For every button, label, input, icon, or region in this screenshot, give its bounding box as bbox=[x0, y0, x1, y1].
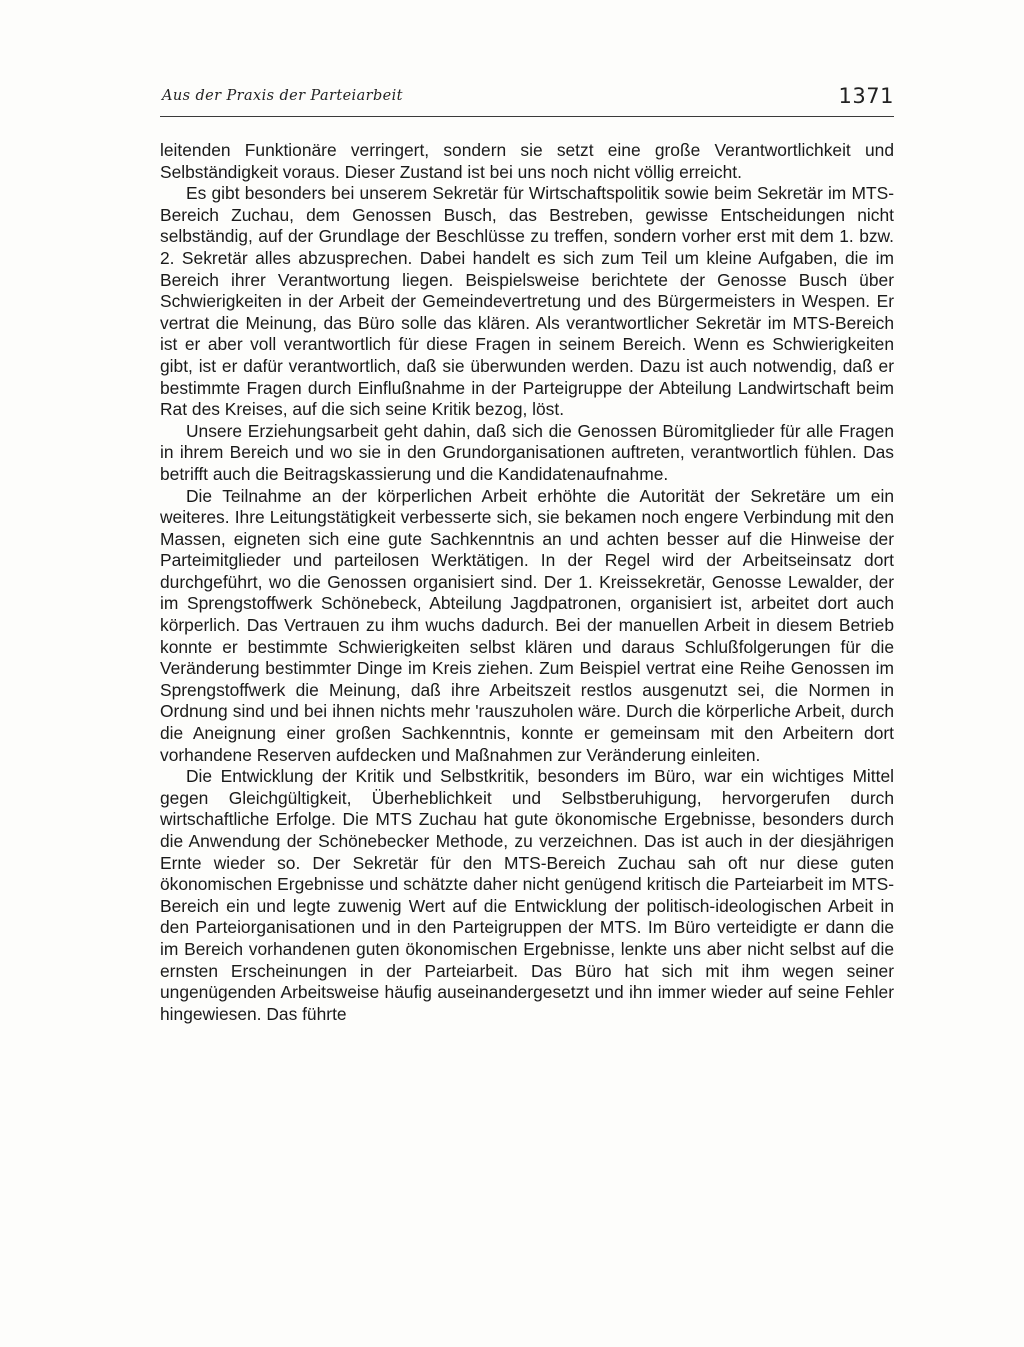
paragraph: Es gibt besonders bei unserem Sekretär für Wirtschaftspolitik sowie beim Sekretär im MTS-Bereich Zuchau, dem Genossen Busch, das Bestreben, gewisse Entscheidungen nicht selbständig, auf der Grundlage der Beschlüsse zu treffen, sondern vorher erst mit dem 1. bzw. 2. Sekretär alles abzusprechen. Dabei handelt es sich zum Teil um kleine Aufgaben, die im Bereich ihrer Verantwortung liegen. Beispielsweise berichtete der Genosse Busch über Schwierigkeiten in der Arbeit der Gemeindevertretung und des Bürgermeisters in Wespen. Er vertrat die Meinung, das Büro solle das klären. Als verantwortlicher Sekretär im MTS-Bereich ist er aber voll verantwortlich für diese Fragen in seinem Bereich. Wenn es Schwierigkeiten gibt, ist er dafür verantwortlich, daß sie überwunden werden. Dazu ist auch notwendig, daß er bestimmte Fragen durch Einflußnahme in der Parteigruppe der Abteilung Landwirtschaft beim Rat des Kreises, auf die sich seine Kritik bezog, löst. bbox=[160, 183, 894, 420]
body-text bbox=[160, 140, 894, 1025]
page-header bbox=[160, 84, 894, 114]
paragraph: Die Entwicklung der Kritik und Selbstkritik, besonders im Büro, war ein wichtiges Mittel gegen Gleichgültigkeit, Überheblichkeit und Selbstberuhigung, hervorgerufen durch wirtschaftliche Erfolge. Die MTS Zuchau hat gute ökonomische Ergebnisse, besonders durch die Anwendung der Schönebecker Methode, zu verzeichnen. Das ist auch in der diesjährigen Ernte wieder so. Der Sekretär für den MTS-Bereich Zuchau sah oft nur diese guten ökonomischen Ergebnisse und schätzte daher nicht genügend kritisch die Parteiarbeit im MTS-Bereich ein und legte zuwenig Wert auf die Entwicklung der politisch-ideologischen Arbeit in den Parteiorganisationen und in den Parteigruppen der MTS. Im Büro verteidigte er dann die im Bereich vorhandenen guten ökonomischen Ergebnisse, lenkte uns aber nicht selbst auf die ernsten Erscheinungen in der Parteiarbeit. Das Büro hat sich mit ihm wegen seiner ungenügenden Arbeitsweise häufig auseinandergesetzt und ihn immer wieder auf seine Fehler hingewiesen. Das führte bbox=[160, 766, 894, 1024]
paragraph: Die Teilnahme an der körperlichen Arbeit erhöhte die Autorität der Sekretäre um ein weiteres. Ihre Leitungstätigkeit verbesserte sich, sie bekamen noch engere Verbindung mit den Massen, eigneten sich eine gute Sachkenntnis an und achten besser auf die Hinweise der Parteimitglieder und parteilosen Werktätigen. In der Regel wird der Arbeitseinsatz dort durchgeführt, wo die Genossen organisiert sind. Der 1. Kreissekretär, Genosse Lewalder, der im Sprengstoffwerk Schönebeck, Abteilung Jagdpatronen, organisiert ist, arbeitet dort auch körperlich. Das Vertrauen zu ihm wuchs dadurch. Bei der manuellen Arbeit in diesem Betrieb konnte er bestimmte Schwierigkeiten selbst klären und daraus Schlußfolgerungen für die Veränderung bestimmter Dinge im Kreis ziehen. Zum Beispiel vertrat eine Reihe Genossen im Sprengstoffwerk die Meinung, daß ihre Arbeitszeit restlos ausgenutzt sei, die Normen in Ordnung sind und bei ihnen nichts mehr 'rauszuholen wäre. Durch die körperliche Arbeit, durch die Aneignung einer großen Sachkenntnis, konnte er gemeinsam mit den Arbeitern dort vorhandene Reserven aufdecken und Maßnahmen zur Veränderung einleiten. bbox=[160, 485, 894, 765]
paragraph: Unsere Erziehungsarbeit geht dahin, daß sich die Genossen Büromitglieder für alle Fragen in ihrem Bereich und wo sie in den Grundorganisationen auftreten, verantwortlich fühlen. Das betrifft auch die Beitragskassierung und die Kandidatenaufnahme. bbox=[160, 420, 894, 484]
page-number: 1371 bbox=[838, 84, 894, 108]
header-rule bbox=[160, 116, 894, 117]
paragraph: leitenden Funktionäre verringert, sondern sie setzt eine große Verantwortlichkeit und Selbständigkeit voraus. Dieser Zustand ist bei uns noch nicht völlig erreicht. bbox=[160, 140, 894, 182]
running-head: Aus der Praxis der Parteiarbeit bbox=[162, 88, 403, 104]
